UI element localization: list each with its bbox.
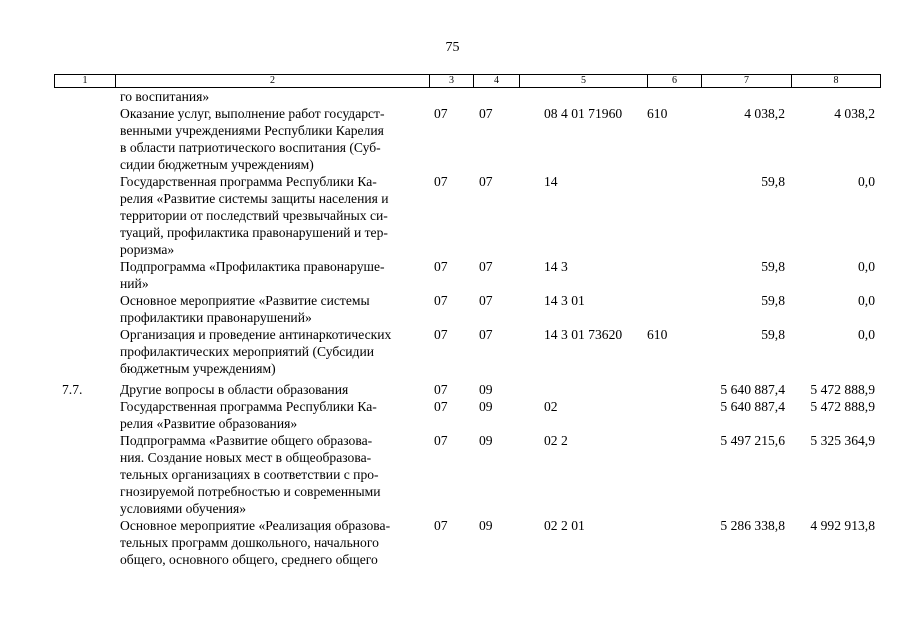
amount-year-2: 4 038,2 (834, 106, 875, 121)
target-article-code: 14 3 (544, 259, 568, 274)
section-code: 07 (434, 106, 448, 121)
target-article-code: 08 4 01 71960 (544, 106, 623, 121)
description-line: в области патриотического воспитания (Суб- (120, 140, 381, 155)
amount-year-2: 0,0 (858, 327, 875, 342)
section-code: 07 (434, 399, 448, 414)
section-code: 07 (434, 433, 448, 448)
amount-year-1: 59,8 (761, 174, 785, 189)
amount-year-2: 5 472 888,9 (810, 399, 875, 414)
section-code: 07 (434, 518, 448, 533)
row-description (120, 381, 428, 398)
amount-year-2: 0,0 (858, 293, 875, 308)
description-line: венными учреждениями Республики Карелия (120, 123, 384, 138)
row-description (120, 258, 428, 292)
description-line: роризма» (120, 242, 175, 257)
description-line: профилактических мероприятий (Субсидии (120, 344, 375, 359)
row-description (120, 517, 428, 568)
description-line: бюджетным учреждениям) (120, 361, 276, 376)
description-line: туаций, профилактика правонарушений и тер- (120, 225, 388, 240)
table-row (54, 517, 880, 568)
column-header: 2 (116, 75, 430, 88)
target-article-code: 14 3 01 73620 (544, 327, 623, 342)
section-code: 07 (434, 259, 448, 274)
description-line: ний» (120, 276, 149, 291)
description-line: Основное мероприятие «Развитие системы (120, 293, 370, 308)
amount-year-1: 5 497 215,6 (720, 433, 785, 448)
table-row (54, 105, 880, 173)
description-line: релия «Развитие образования» (120, 416, 298, 431)
section-code: 07 (434, 174, 448, 189)
column-header: 4 (474, 75, 520, 88)
subsection-code: 07 (479, 259, 493, 274)
budget-rows (54, 88, 880, 568)
description-line: гнозируемой потребностью и современными (120, 484, 381, 499)
column-header: 5 (520, 75, 648, 88)
target-article-code: 02 2 (544, 433, 568, 448)
description-line: Организация и проведение антинаркотических (120, 327, 392, 342)
amount-year-1: 5 640 887,4 (720, 382, 785, 397)
expense-type-code: 610 (647, 327, 668, 342)
subsection-code: 09 (479, 518, 493, 533)
description-line: Основное мероприятие «Реализация образова- (120, 518, 391, 533)
amount-year-1: 59,8 (761, 259, 785, 274)
description-line: Другие вопросы в области образования (120, 382, 349, 397)
description-line: тельных организациях в соответствии с про- (120, 467, 379, 482)
amount-year-2: 0,0 (858, 259, 875, 274)
column-header: 6 (648, 75, 702, 88)
subsection-code: 07 (479, 293, 493, 308)
subsection-code: 07 (479, 327, 493, 342)
amount-year-2: 4 992 913,8 (810, 518, 875, 533)
column-header: 7 (702, 75, 792, 88)
amount-year-2: 0,0 (858, 174, 875, 189)
amount-year-1: 5 640 887,4 (720, 399, 785, 414)
description-line: общего, основного общего, среднего общего (120, 552, 378, 567)
amount-year-1: 5 286 338,8 (720, 518, 785, 533)
amount-year-2: 5 472 888,9 (810, 382, 875, 397)
table-row (54, 292, 880, 326)
table-row (54, 381, 880, 398)
amount-year-1: 4 038,2 (744, 106, 785, 121)
description-line: условиями обучения» (120, 501, 247, 516)
section-code: 07 (434, 327, 448, 342)
subsection-code: 09 (479, 433, 493, 448)
description-line: Государственная программа Республики Ка- (120, 399, 377, 414)
table-row (54, 88, 880, 105)
table-row (54, 432, 880, 517)
row-description (120, 398, 428, 432)
description-line: профилактики правонарушений» (120, 310, 312, 325)
amount-year-1: 59,8 (761, 327, 785, 342)
table-row (54, 398, 880, 432)
amount-year-1: 59,8 (761, 293, 785, 308)
subsection-code: 09 (479, 399, 493, 414)
section-code: 07 (434, 293, 448, 308)
amount-year-2: 5 325 364,9 (810, 433, 875, 448)
table-row (54, 173, 880, 258)
target-article-code: 14 3 01 (544, 293, 585, 308)
subsection-code: 07 (479, 106, 493, 121)
description-line: Подпрограмма «Развитие общего образова- (120, 433, 373, 448)
row-description (120, 173, 428, 258)
column-header: 8 (792, 75, 881, 88)
subsection-code: 09 (479, 382, 493, 397)
description-line: сидии бюджетным учреждениям) (120, 157, 314, 172)
target-article-code: 14 (544, 174, 558, 189)
subsection-code: 07 (479, 174, 493, 189)
column-header: 1 (55, 75, 116, 88)
description-line: го воспитания» (120, 89, 210, 104)
description-line: Оказание услуг, выполнение работ государст- (120, 106, 385, 121)
column-header-table (54, 74, 881, 88)
row-number: 7.7. (62, 382, 83, 397)
row-description (120, 432, 428, 517)
section-code: 07 (434, 382, 448, 397)
column-header: 3 (430, 75, 474, 88)
description-line: территории от последствий чрезвычайных си- (120, 208, 388, 223)
description-line: релия «Развитие системы защиты населения и (120, 191, 389, 206)
table-row (54, 258, 880, 292)
description-line: ния. Создание новых мест в общеобразова- (120, 450, 372, 465)
page-number: 75 (445, 40, 460, 55)
target-article-code: 02 (544, 399, 558, 414)
table-row (54, 326, 880, 381)
row-description (120, 326, 428, 377)
expense-type-code: 610 (647, 106, 668, 121)
description-line: Подпрограмма «Профилактика правонаруше- (120, 259, 385, 274)
row-description (120, 105, 428, 173)
row-description (120, 88, 428, 105)
row-description (120, 292, 428, 326)
description-line: тельных программ дошкольного, начального (120, 535, 379, 550)
description-line: Государственная программа Республики Ка- (120, 174, 377, 189)
target-article-code: 02 2 01 (544, 518, 585, 533)
